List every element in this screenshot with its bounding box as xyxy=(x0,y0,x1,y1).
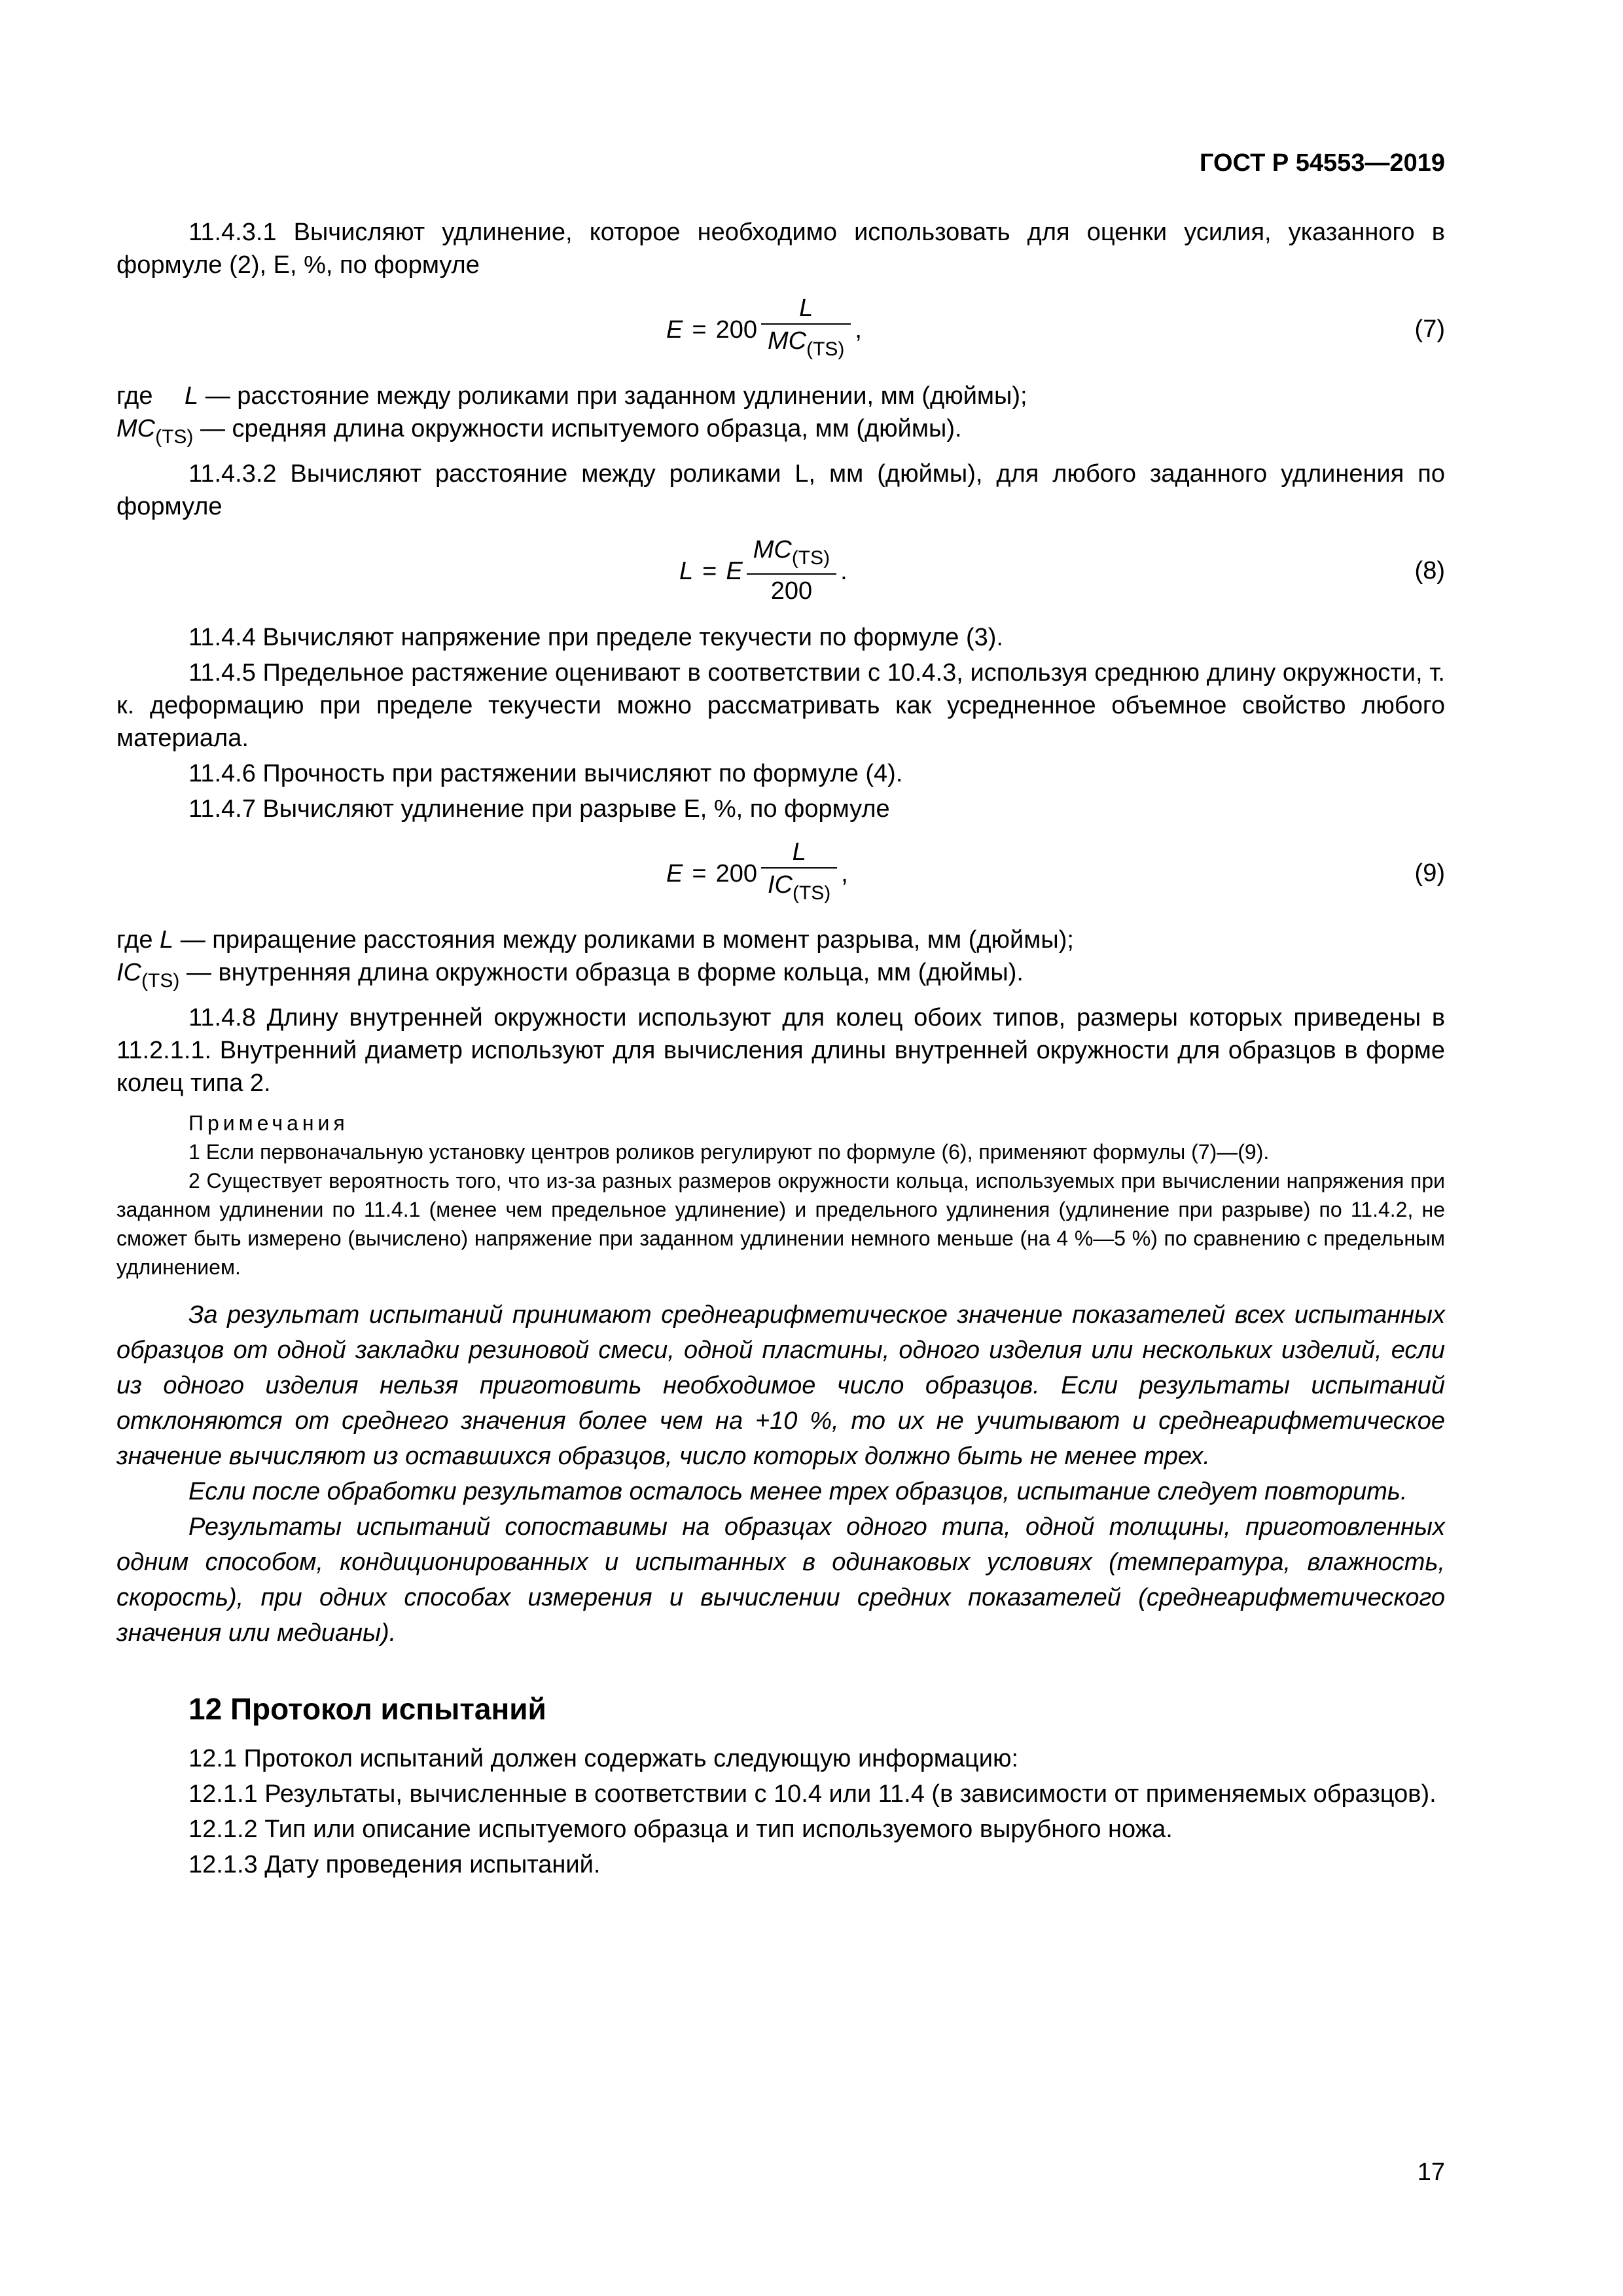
paragraph-11-4-8: 11.4.8 Длину внутренней окружности используют для колец обоих типов, размеры которых приведены в 11.2.1.1. Внутренний диаметр используют для вычисления длины внутренней окружности для образцов в форме колец типа 2. xyxy=(116,1004,1445,1097)
formula-7-label: (7) xyxy=(1414,315,1445,343)
where-1-sub-2: (TS) xyxy=(155,426,194,448)
formula-9-fraction xyxy=(761,837,837,910)
formula-7-eq: = xyxy=(692,315,707,344)
notes-block xyxy=(116,1109,1445,1282)
notes-heading: Примечания xyxy=(188,1111,349,1135)
page-content xyxy=(116,216,1445,1884)
paragraph-11-4-6: 11.4.6 Прочность при растяжении вычисляют по формуле (4). xyxy=(188,760,903,787)
formula-9-tail: , xyxy=(841,859,848,888)
where-2-line-2 xyxy=(116,956,1445,997)
page-number: 17 xyxy=(1417,2159,1445,2186)
formula-7-fraction xyxy=(761,293,851,366)
formula-7-expression xyxy=(666,293,862,366)
where-1-text-2: — средняя длина окружности испытуемого образца, мм (дюймы). xyxy=(200,415,962,442)
formula-8-denominator: 200 xyxy=(770,577,813,605)
formula-8-coef: E xyxy=(726,557,743,585)
formula-9-numerator: L xyxy=(792,838,806,866)
formula-7-numerator: L xyxy=(799,295,813,322)
where-1-sym-1: L xyxy=(185,382,199,410)
formula-8-eq: = xyxy=(702,557,717,585)
formula-9-label: (9) xyxy=(1414,859,1445,887)
formula-7-tail: , xyxy=(855,315,862,344)
formula-7 xyxy=(116,284,1445,376)
formula-9-den-sub: (TS) xyxy=(792,882,831,904)
where-block-2 xyxy=(116,924,1445,997)
where-1-lead: где xyxy=(116,382,153,410)
paragraph-12-1-1: 12.1.1 Результаты, вычисленные в соответствии с 10.4 или 11.4 (в зависимости от применяемых образцов). xyxy=(188,1780,1436,1808)
paragraph-11-4-4: 11.4.4 Вычисляют напряжение при пределе текучести по формуле (3). xyxy=(188,624,1003,651)
formula-7-coef: 200 xyxy=(715,315,757,344)
formula-9-coef: 200 xyxy=(715,859,757,888)
where-2-sub-2: (TS) xyxy=(141,970,180,992)
italic-paragraph-2: Если после обработки результатов осталось менее трех образцов, испытание следует повторить. xyxy=(188,1478,1408,1505)
formula-9 xyxy=(116,828,1445,920)
standard-header: ГОСТ Р 54553—2019 xyxy=(1200,149,1445,177)
where-2-sym-1: L xyxy=(160,926,174,954)
formula-9-lhs: E xyxy=(666,859,683,888)
formula-8-fraction xyxy=(747,535,836,607)
paragraph-11-4-5: 11.4.5 Предельное растяжение оценивают в соответствии с 10.4.3, используя среднюю длину окружности, т. к. деформацию при пределе текучести можно рассматривать как усредненное объемное свойство любого материала. xyxy=(116,659,1445,752)
note-2: 2 Существует вероятность того, что из-за разных размеров окружности кольца, используемых при вычислении напряжения при заданном удлинении по 11.4.1 (менее чем предельное удлинение) и предельного удлинения (удлинение при разрыве) по 11.4.2, не сможет быть измерено (вычислено) напряжение при заданном удлинении немного меньше (на 4 %—5 %) по сравнению с предельным удлинением. xyxy=(116,1169,1445,1279)
formula-9-den-symbol: IC xyxy=(767,871,793,899)
formula-8-num-sub: (TS) xyxy=(791,547,830,569)
paragraph-12-1: 12.1 Протокол испытаний должен содержать следующую информацию: xyxy=(188,1745,1019,1772)
where-1-line-2 xyxy=(116,412,1445,454)
where-1-text-1: — расстояние между роликами при заданном удлинении, мм (дюймы); xyxy=(205,382,1027,410)
formula-9-denominator xyxy=(761,869,837,910)
italic-block xyxy=(116,1297,1445,1651)
formula-8-numerator xyxy=(747,535,836,573)
formula-9-expression xyxy=(666,837,848,910)
where-block-1 xyxy=(116,380,1445,454)
formula-9-eq: = xyxy=(692,859,707,888)
where-2-sym-2: IC xyxy=(116,959,141,986)
formula-8-label: (8) xyxy=(1414,557,1445,584)
where-1-sym-2: MC xyxy=(116,415,156,442)
formula-7-lhs: E xyxy=(666,315,683,344)
formula-7-denominator xyxy=(761,325,851,366)
section-12-title: 12 Протокол испытаний xyxy=(188,1692,546,1726)
formula-8 xyxy=(116,526,1445,617)
italic-paragraph-3: Результаты испытаний сопоставимы на образцах одного типа, одной толщины, приготовленных одним способом, кондиционированных и испытанных в одинаковых условиях (температура, влажность, скорость), при одних способах измерения и вычислении средних показателей (среднеарифметического значения или медианы). xyxy=(116,1513,1445,1647)
paragraph-11-4-3-1: 11.4.3.1 Вычисляют удлинение, которое необходимо использовать для оценки усилия, указанного в формуле (2), E, %, по формуле xyxy=(116,219,1445,279)
note-1: 1 Если первоначальную установку центров роликов регулируют по формуле (6), применяют формулы (7)—(9). xyxy=(188,1140,1270,1164)
formula-8-expression xyxy=(679,535,847,607)
formula-8-lhs: L xyxy=(679,557,694,585)
paragraph-11-4-7: 11.4.7 Вычисляют удлинение при разрыве E, %, по формуле xyxy=(188,795,890,823)
paragraph-12-1-3: 12.1.3 Дату проведения испытаний. xyxy=(188,1851,601,1878)
where-2-text-2: — внутренняя длина окружности образца в форме кольца, мм (дюймы). xyxy=(186,959,1024,986)
formula-8-num-symbol: MC xyxy=(753,536,792,564)
where-2-lead: где xyxy=(116,926,153,954)
where-2-text-1: — приращение расстояния между роликами в момент разрыва, мм (дюймы); xyxy=(180,926,1074,954)
where-1-line-1 xyxy=(116,380,1445,412)
italic-paragraph-1: За результат испытаний принимают среднеарифметическое значение показателей всех испытанных образцов от одной закладки резиновой смеси, одной пластины, одного изделия или нескольких изделий, если из одного изделия нельзя приготовить необходимое число образцов. Если результаты испытаний отклоняются от среднего значения более чем на +10 %, то их не учитывают и среднеарифметическое значение вычисляют из оставшихся образцов, число которых должно быть не менее трех. xyxy=(116,1301,1445,1470)
formula-7-den-symbol: MC xyxy=(767,327,807,355)
formula-7-den-sub: (TS) xyxy=(806,338,845,360)
where-2-line-1 xyxy=(116,924,1445,956)
formula-8-tail: . xyxy=(840,557,847,585)
paragraph-11-4-3-2: 11.4.3.2 Вычисляют расстояние между роликами L, мм (дюймы), для любого заданного удлинения по формуле xyxy=(116,460,1445,520)
paragraph-12-1-2: 12.1.2 Тип или описание испытуемого образца и тип используемого вырубного ножа. xyxy=(188,1816,1173,1843)
